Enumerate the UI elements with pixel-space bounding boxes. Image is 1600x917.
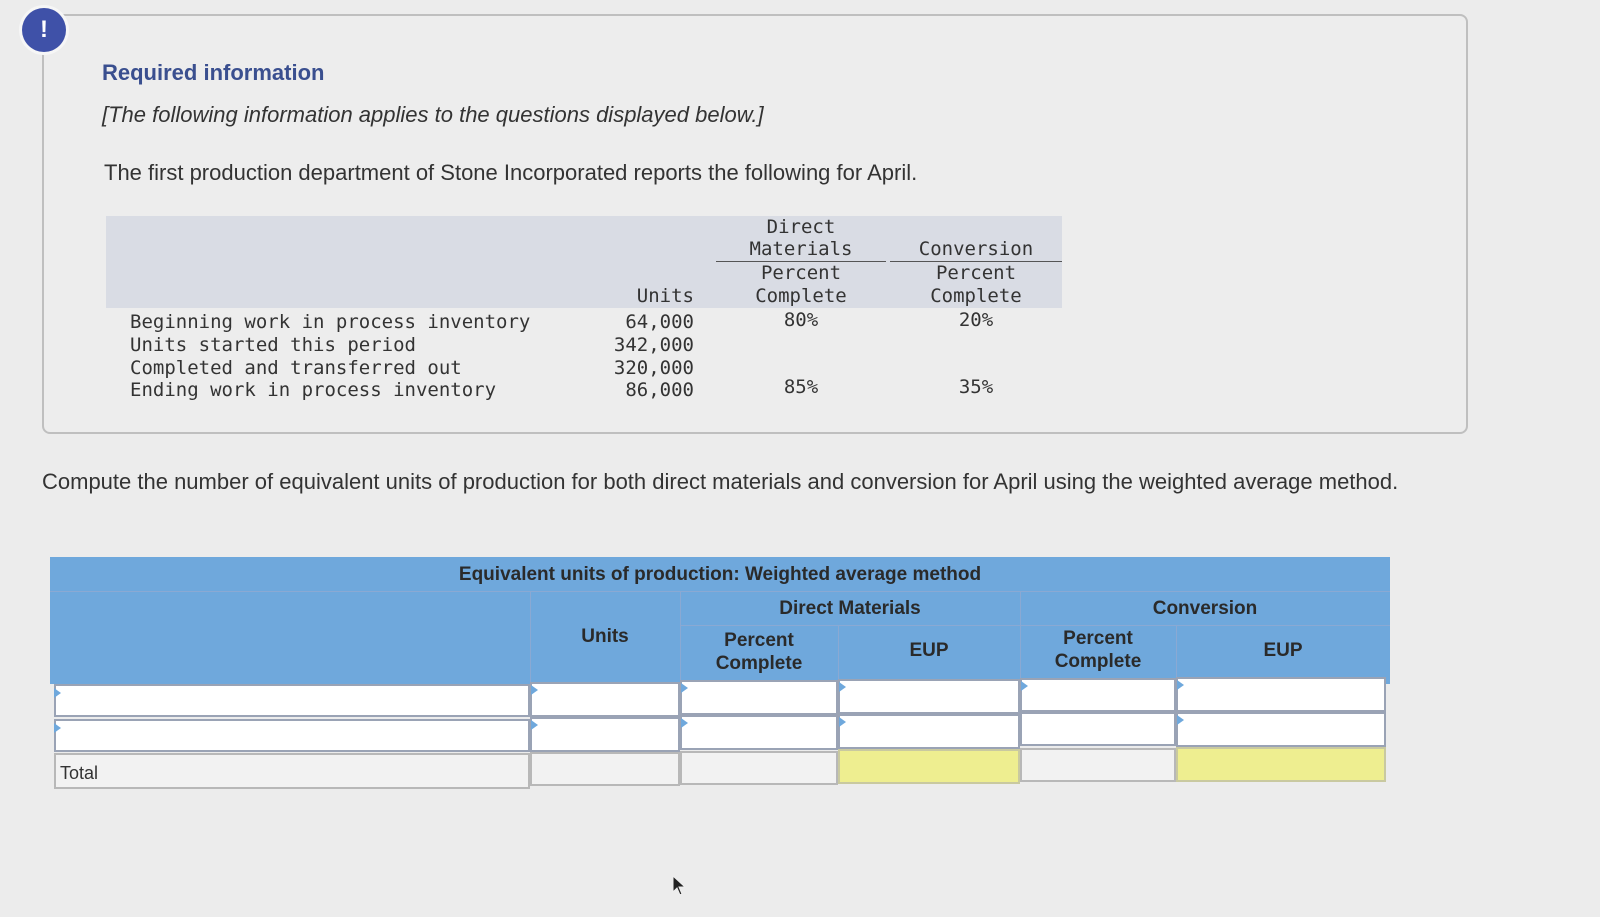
required-information-box	[42, 14, 1468, 434]
dm-pct-header-1: Percent	[724, 630, 794, 651]
given-row-label: Ending work in process inventory	[130, 379, 497, 401]
header-divider	[680, 625, 1390, 626]
given-row-conv-pct: 20%	[958, 309, 994, 331]
total-conv-eup-cell[interactable]	[1176, 747, 1386, 782]
row2-conv-eup-input[interactable]	[1176, 712, 1386, 747]
row1-conv-pct-input[interactable]	[1020, 678, 1176, 712]
dm-group-header-1: Direct	[766, 216, 836, 238]
dm-pct-header-2: Complete	[755, 285, 847, 307]
units-column-header: Units	[581, 626, 629, 647]
conv-pct-header-2: Complete	[1054, 651, 1142, 672]
row2-dm-pct-input[interactable]	[680, 715, 838, 750]
given-row-units: 64,000	[625, 311, 694, 333]
required-info-title: Required information	[102, 60, 325, 85]
given-row-units: 86,000	[625, 379, 694, 401]
header-divider	[50, 591, 1390, 592]
row2-label-input[interactable]	[54, 719, 530, 752]
answer-table-title: Equivalent units of production: Weighted average method	[458, 564, 982, 585]
dropdown-marker-icon	[531, 685, 538, 695]
dropdown-marker-icon	[681, 718, 688, 728]
given-row-units: 320,000	[613, 357, 694, 379]
dropdown-marker-icon	[839, 682, 846, 692]
given-row-dm-pct: 80%	[783, 309, 819, 331]
eup-answer-table	[50, 557, 1390, 789]
dm-pct-header-2: Complete	[715, 653, 803, 674]
total-units-cell	[530, 752, 680, 786]
given-row-conv-pct: 35%	[958, 376, 994, 398]
dropdown-marker-icon	[54, 688, 61, 698]
intro-text: The first production department of Stone Incorporated reports the following for April.	[104, 160, 918, 185]
row1-dm-eup-input[interactable]	[838, 679, 1020, 714]
row1-units-input[interactable]	[530, 682, 680, 717]
units-header: Units	[636, 285, 694, 307]
required-info-subtitle: [The following information applies to the questions displayed below.]	[102, 102, 764, 127]
given-row-label: Units started this period	[130, 334, 416, 356]
total-conv-pct-cell	[1020, 748, 1176, 782]
dropdown-marker-icon	[1177, 680, 1184, 690]
dropdown-marker-icon	[681, 683, 688, 693]
dm-pct-header-1: Percent	[760, 262, 842, 284]
row2-dm-eup-input[interactable]	[838, 714, 1020, 749]
given-row-dm-pct: 85%	[783, 376, 819, 398]
alert-icon: !	[22, 8, 66, 52]
conv-eup-header: EUP	[1263, 640, 1303, 661]
row2-units-input[interactable]	[530, 717, 680, 752]
mouse-cursor-icon	[672, 875, 688, 897]
row2-conv-pct-input[interactable]	[1020, 712, 1176, 746]
dm-eup-header: EUP	[909, 640, 949, 661]
conv-pct-header-2: Complete	[930, 285, 1022, 307]
dm-group-header-2: Materials	[749, 238, 853, 260]
dropdown-marker-icon	[54, 723, 61, 733]
row1-conv-eup-input[interactable]	[1176, 677, 1386, 712]
total-dm-eup-cell[interactable]	[838, 749, 1020, 784]
conv-group-header: Conversion	[1152, 598, 1258, 619]
given-row-label: Beginning work in process inventory	[130, 311, 531, 333]
total-row-label-cell	[54, 753, 530, 789]
given-row-units: 342,000	[613, 334, 694, 356]
conv-group-header: Conversion	[918, 238, 1034, 260]
dropdown-marker-icon	[1177, 715, 1184, 725]
row1-dm-pct-input[interactable]	[680, 680, 838, 715]
conv-pct-header-1: Percent	[1063, 628, 1133, 649]
dropdown-marker-icon	[531, 720, 538, 730]
given-row-label: Completed and transferred out	[130, 357, 462, 379]
dm-group-header: Direct Materials	[779, 598, 921, 619]
total-dm-pct-cell	[680, 751, 838, 785]
dropdown-marker-icon	[839, 717, 846, 727]
question-text: Compute the number of equivalent units of production for both direct materials and conversion for April using the weighted average method.	[42, 469, 1399, 494]
row1-label-input[interactable]	[54, 684, 530, 717]
conv-pct-header-1: Percent	[935, 262, 1017, 284]
total-label: Total	[60, 763, 99, 783]
dropdown-marker-icon	[1021, 681, 1028, 691]
